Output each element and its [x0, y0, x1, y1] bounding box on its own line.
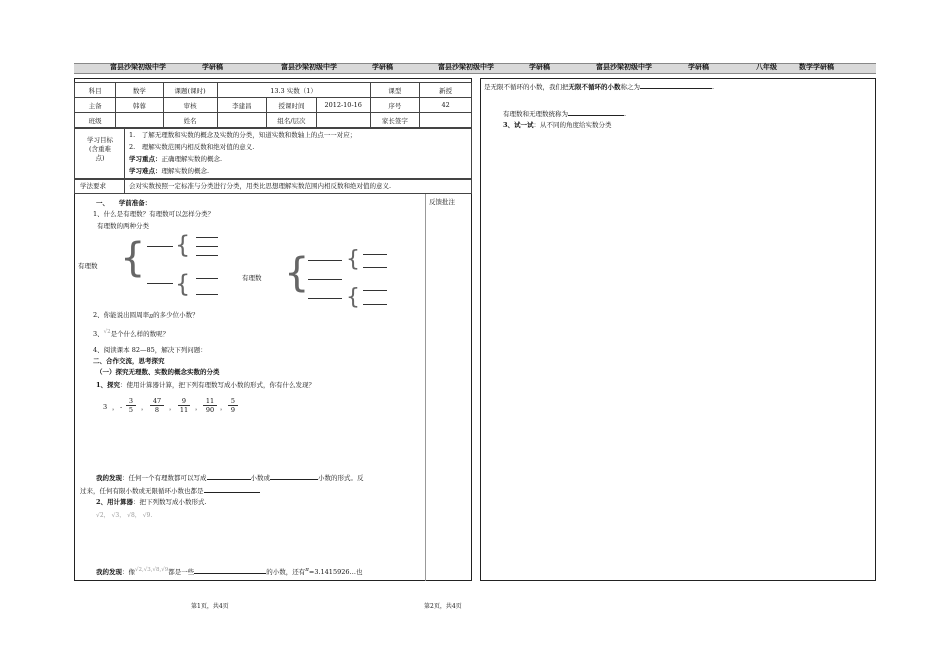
question-1: 1、什么是有理数？有理数可以怎样分类？: [93, 210, 215, 218]
sqrt-symbol: √2: [103, 329, 111, 335]
right-text: 称之为: [620, 83, 640, 91]
right-text: 有理数和无理数统称为: [503, 110, 568, 118]
header-tag: 学研稿: [202, 63, 223, 71]
goals-label-line: 学习目标: [87, 136, 113, 144]
blank-line: [196, 294, 218, 295]
roots-list: √2， √3， √8， √9.: [96, 512, 153, 519]
info-table: [74, 82, 472, 128]
blank-line: [196, 278, 218, 279]
right-page-frame: [480, 78, 876, 581]
fraction-numerator: 3: [126, 397, 136, 406]
brace-icon: {: [284, 250, 310, 296]
blank-line: [363, 304, 387, 305]
right-bold-text: 无限不循环的小数: [568, 83, 621, 91]
blank-line: [196, 246, 218, 247]
cell-name: [217, 113, 267, 128]
root-item: √9: [142, 512, 151, 519]
table-row: [75, 98, 472, 113]
key-point: [129, 155, 222, 164]
cell-group-label: 组名/层次: [267, 113, 317, 128]
header-school: 富县沙梁初级中学: [110, 63, 166, 71]
header-school: 富县沙梁初级中学: [596, 63, 652, 71]
cell-date: 2012-10-16: [316, 98, 370, 113]
cell-subject-label: 科目: [75, 83, 116, 98]
fraction-numerator: 11: [203, 397, 217, 406]
cell-date-label: 授课时间: [267, 98, 317, 113]
goal-2: 2. 理解实数范围内相反数和绝对值的意义.: [129, 143, 255, 151]
cell-group: [316, 113, 370, 128]
finding-text: =3.1415926…也: [308, 568, 363, 576]
blank-line: [308, 279, 342, 280]
section-1-title: 一、 学前准备：: [96, 199, 152, 207]
finding-text: 小数或: [250, 474, 270, 482]
goals-label-line: 点): [95, 154, 105, 162]
key-point-label: 学习重点：: [129, 155, 162, 163]
finding-text: ：任何一个有理数都可以写成: [122, 474, 207, 482]
method-text: 会对实数按照一定标准与分类进行分类，用类比思想理解实数范围内相反数和绝对值的意义.: [129, 182, 392, 190]
key-point-text: 正确理解实数的概念.: [161, 155, 223, 163]
feedback-label: 反馈批注: [429, 198, 455, 206]
section-2-title: 二、合作交流，思考探究: [93, 357, 165, 365]
right-text: .: [712, 83, 715, 91]
page-number-right: 第2页，共4页: [424, 603, 462, 610]
rational-label-left: 有理数: [78, 262, 98, 270]
cell-parent-label: 家长签字: [370, 113, 420, 128]
try-label: 3、试一试: [503, 121, 534, 129]
question-3-pre: 3、: [93, 330, 104, 338]
comma: ，: [112, 403, 119, 411]
number-three: 3: [103, 403, 108, 411]
cell-class: [116, 113, 164, 128]
cell-subject: 数学: [116, 83, 164, 98]
goal-1: 1. 了解无理数和实数的概念及实数的分类，知道实数和数轴上的点一一对应；: [129, 131, 357, 139]
root-item: √3: [111, 512, 120, 519]
explore-label: 1、探究: [96, 381, 121, 389]
finding-label: 我的发现: [96, 568, 122, 576]
blank-line: [308, 260, 342, 261]
right-text: .: [624, 110, 627, 118]
fraction-denominator: 11: [179, 406, 189, 414]
cell-type-label: 课型: [370, 83, 420, 98]
header-school: 富县沙梁初级中学: [281, 63, 337, 71]
calculator-text: ：把下列数写成小数形式.: [133, 498, 207, 506]
two-ways-label: 有理数的两种分类: [97, 222, 149, 230]
pi-symbol: π: [305, 567, 309, 573]
blank-line: [196, 255, 218, 256]
comma: ，: [195, 403, 202, 411]
minus-sign: -: [120, 403, 123, 411]
feedback-divider: [425, 194, 426, 581]
finding-1-line-1: [96, 473, 364, 483]
fraction-numerator: 9: [178, 397, 190, 406]
finding-label: 我的发现: [96, 474, 122, 482]
page-number-left: 第1页，共4页: [191, 603, 229, 610]
fraction-numerator: 47: [150, 397, 164, 406]
difficulty-label: 学习难点：: [129, 167, 162, 175]
explore-text: ：使用计算器计算，把下列有理数写成小数的形式，你有什么发现？: [120, 381, 316, 389]
right-text: 是无限不循环的小数，我们把: [484, 83, 569, 91]
finding-1-line-2: [80, 486, 260, 496]
answer-blank[interactable]: [207, 473, 251, 480]
header-school: 富县沙梁初级中学: [438, 63, 494, 71]
cell-reviewer: 李建昌: [217, 98, 267, 113]
fraction: [178, 397, 190, 414]
difficulty: [129, 167, 209, 176]
calculator-line: [96, 498, 207, 507]
cell-type: 新授: [420, 83, 472, 98]
cell-topic: 13.3 实数（1）: [217, 83, 370, 98]
blank-line: [196, 237, 218, 238]
blank-line: [147, 283, 173, 284]
fraction: [203, 397, 217, 414]
blank-line: [363, 290, 387, 291]
finding-text: 都是一些: [168, 568, 195, 576]
cell-review-label: 审核: [163, 98, 217, 113]
fraction-denominator: 8: [154, 406, 160, 414]
comma: ，: [169, 403, 176, 411]
fraction-denominator: 9: [230, 406, 236, 414]
cell-author-label: 主备: [75, 98, 116, 113]
header-tag: 学研稿: [688, 63, 709, 71]
section-2-subtitle: （一）探究无理数、实数的概念实数的分类: [96, 368, 220, 376]
brace-icon: {: [120, 235, 146, 281]
blank-line: [363, 254, 387, 255]
blank-line: [308, 298, 342, 299]
goals-label: [80, 136, 120, 163]
calculator-label: 2、用计算器: [96, 498, 134, 506]
cell-seq-label: 序号: [370, 98, 420, 113]
header-subject: 数学学研稿: [799, 63, 834, 71]
brace-icon: {: [175, 231, 191, 259]
goals-label-line: (含重难: [88, 145, 112, 153]
brace-icon: {: [346, 285, 360, 310]
blank-line: [147, 246, 173, 247]
cell-seq: 42: [420, 98, 472, 113]
difficulty-text: 理解实数的概念.: [161, 167, 210, 175]
fraction: [150, 397, 164, 414]
comma: ，: [141, 403, 148, 411]
cell-name-label: 姓名: [163, 113, 217, 128]
right-line-1: [484, 82, 714, 92]
question-2-post: 的多少位小数？: [153, 311, 199, 319]
header-grade: 八年级: [756, 63, 777, 71]
question-2: [93, 311, 199, 321]
answer-blank[interactable]: [204, 486, 260, 493]
brace-icon: {: [346, 247, 360, 272]
brace-icon: {: [175, 270, 191, 298]
answer-blank[interactable]: [194, 567, 266, 574]
comma: ，: [220, 403, 227, 411]
table-row: [75, 113, 472, 128]
root-item: √8: [127, 512, 135, 519]
finding-text: 过来，任何有限小数或无限循环小数也都是: [80, 487, 204, 495]
header-tag: 学研稿: [372, 63, 393, 71]
answer-blank[interactable]: [640, 82, 715, 91]
fraction-denominator: 90: [205, 406, 215, 414]
explore-line: [96, 381, 315, 390]
root-item: √2: [96, 512, 104, 519]
question-2-pre: 2、你能说出圆周率: [93, 311, 150, 319]
header-tag: 学研稿: [529, 63, 550, 71]
method-label: 学法要求: [80, 182, 106, 190]
try-text: ：从不同的角度给实数分类: [533, 121, 612, 129]
pi-symbol: π: [149, 313, 154, 320]
question-3-post: 是个什么样的数呢？: [110, 330, 170, 338]
cell-topic-label: 课题(课时): [163, 83, 217, 98]
answer-blank[interactable]: [270, 473, 318, 480]
fraction: [228, 397, 238, 414]
right-line-2: [503, 109, 626, 119]
blank-line: [363, 267, 387, 268]
fraction-denominator: 5: [128, 406, 134, 414]
question-4: 4、阅读课本 82—85，解决下列问题：: [93, 346, 207, 354]
cell-parent: [420, 113, 472, 128]
cell-class-label: 班级: [75, 113, 116, 128]
finding-text: 的小数，还有: [266, 568, 306, 576]
try-line: [503, 121, 612, 130]
question-3: [93, 328, 169, 339]
fraction: [126, 397, 136, 414]
answer-blank[interactable]: [568, 109, 627, 118]
table-row: [75, 83, 472, 98]
rational-label-mid: 有理数: [242, 274, 262, 282]
finding-text: 小数的形式。反: [318, 474, 364, 482]
cell-author: 韩蓉: [116, 98, 164, 113]
finding-2-line: [96, 566, 363, 577]
fraction-numerator: 5: [228, 397, 238, 406]
finding-text: ：像: [122, 568, 135, 576]
roots-inline: √2,√3,√8,√9: [135, 567, 169, 573]
